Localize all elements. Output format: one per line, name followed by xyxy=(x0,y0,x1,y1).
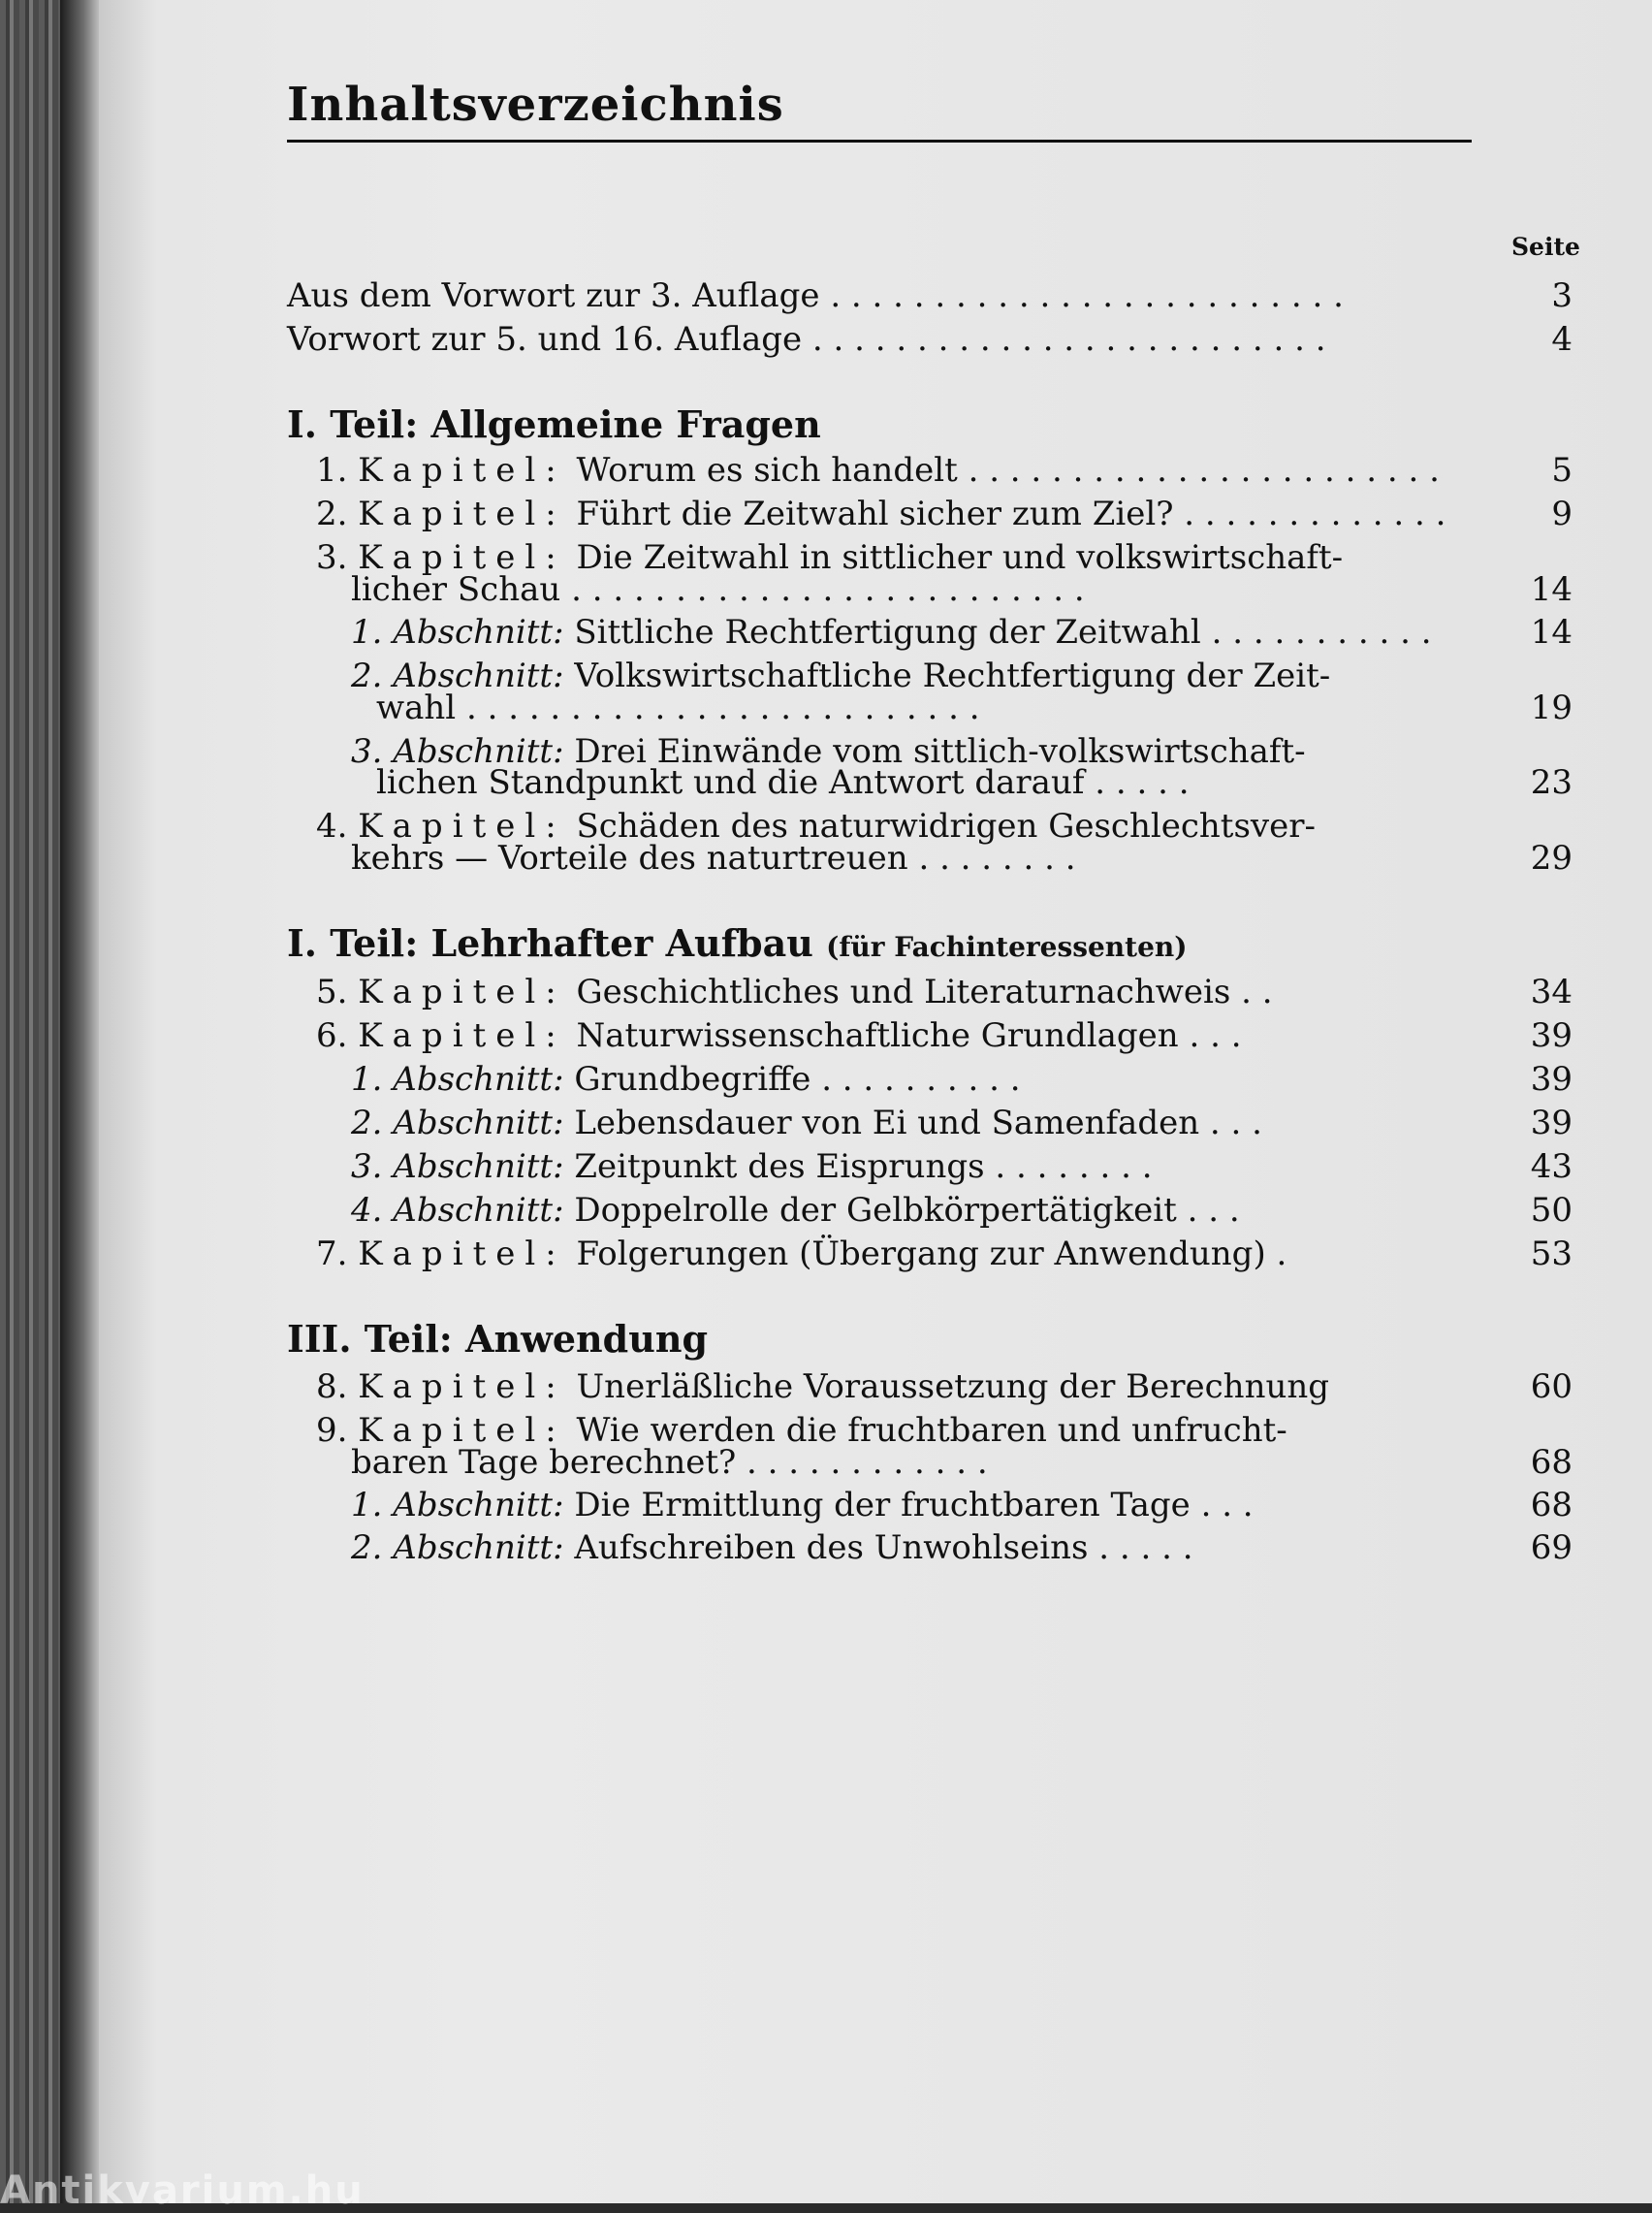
page-number: 39 xyxy=(1530,1060,1573,1099)
page-number: 34 xyxy=(1530,973,1573,1011)
page-number: 23 xyxy=(1530,763,1573,802)
toc-subentry: 1. Abschnitt: Grundbegriffe . . . . . . . . . . xyxy=(351,1060,1021,1099)
toc-entry: 9. Kapitel: Wie werden die fruchtbaren und unfrucht- xyxy=(316,1411,1287,1450)
toc-entry: 5. Kapitel: Geschichtliches und Literaturnachweis . . xyxy=(316,973,1273,1011)
page-number: 14 xyxy=(1530,613,1573,652)
toc-entry: 7. Kapitel: Folgerungen (Übergang zur Anwendung) . xyxy=(316,1235,1287,1273)
toc-subentry: 1. Abschnitt: Die Ermittlung der fruchtbaren Tage . . . xyxy=(351,1486,1254,1524)
toc-entry: 4. Kapitel: Schäden des naturwidrigen Geschlechtsver- xyxy=(316,807,1316,846)
page-number: 9 xyxy=(1551,495,1573,533)
toc-entry: Vorwort zur 5. und 16. Auflage . . . . . . . . . . . . . . . . . . . . . . . . . xyxy=(287,320,1326,359)
page-number: 14 xyxy=(1530,570,1573,609)
page-number: 50 xyxy=(1530,1191,1573,1230)
page-number: 53 xyxy=(1530,1235,1573,1273)
toc-entry-continuation: baren Tage berechnet? . . . . . . . . . . . . xyxy=(351,1443,988,1482)
toc-entry: 8. Kapitel: Unerläßliche Voraussetzung der Berechnung xyxy=(316,1367,1330,1406)
table-of-contents xyxy=(287,78,1580,1567)
toc-subentry: 3. Abschnitt: Drei Einwände vom sittlich-volkswirtschaft- xyxy=(351,732,1306,771)
page-number: 39 xyxy=(1530,1104,1573,1142)
part-heading: III. Teil: Anwendung xyxy=(287,1317,709,1361)
toc-entry-continuation: lichen Standpunkt und die Antwort darauf . . . . . xyxy=(376,763,1190,802)
page-gutter xyxy=(60,0,99,2203)
page-number: 19 xyxy=(1530,689,1573,727)
page-number: 3 xyxy=(1551,276,1573,315)
page-number: 43 xyxy=(1530,1147,1573,1186)
toc-subentry: 2. Abschnitt: Lebensdauer von Ei und Samenfaden . . . xyxy=(351,1104,1262,1142)
toc-subentry: 1. Abschnitt: Sittliche Rechtfertigung der Zeitwahl . . . . . . . . . . . xyxy=(351,613,1432,652)
toc-subentry: 2. Abschnitt: Aufschreiben des Unwohlseins . . . . . xyxy=(351,1528,1193,1567)
part-heading: I. Teil: Lehrhafter Aufbau (für Fachinteressenten) xyxy=(287,921,1188,965)
toc-entry: 1. Kapitel: Worum es sich handelt . . . . . . . . . . . . . . . . . . . . . . . xyxy=(316,451,1440,490)
toc-entry: 2. Kapitel: Führt die Zeitwahl sicher zum Ziel? . . . . . . . . . . . . . xyxy=(316,495,1446,533)
toc-subentry: 2. Abschnitt: Volkswirtschaftliche Rechtfertigung der Zeit- xyxy=(351,657,1331,695)
page-number: 68 xyxy=(1530,1443,1573,1482)
toc-subentry: 3. Abschnitt: Zeitpunkt des Eisprungs . . . . . . . . xyxy=(351,1147,1153,1186)
page-number: 5 xyxy=(1551,451,1573,490)
watermark: Antikvarium.hu xyxy=(0,2168,365,2213)
book-spine xyxy=(0,0,60,2203)
toc-entry-continuation: wahl . . . . . . . . . . . . . . . . . . . . . . . . . xyxy=(376,689,980,727)
toc-entry-continuation: kehrs — Vorteile des naturtreuen . . . . . . . . xyxy=(351,839,1076,878)
toc-entry: Aus dem Vorwort zur 3. Auflage . . . . . . . . . . . . . . . . . . . . . . . . . xyxy=(287,276,1344,315)
page-column-header: Seite xyxy=(1511,233,1580,261)
page-title: Inhaltsverzeichnis xyxy=(287,78,1472,143)
toc-entry-continuation: licher Schau . . . . . . . . . . . . . . . . . . . . . . . . . xyxy=(351,570,1085,609)
toc-entry: 6. Kapitel: Naturwissenschaftliche Grundlagen . . . xyxy=(316,1016,1242,1055)
page-number: 29 xyxy=(1530,839,1573,878)
page-number: 4 xyxy=(1551,320,1573,359)
page-number: 39 xyxy=(1530,1016,1573,1055)
page-number: 69 xyxy=(1530,1528,1573,1567)
toc-subentry: 4. Abschnitt: Doppelrolle der Gelbkörpertätigkeit . . . xyxy=(351,1191,1240,1230)
page-number: 68 xyxy=(1530,1486,1573,1524)
part-heading: I. Teil: Allgemeine Fragen xyxy=(287,402,821,446)
page-number: 60 xyxy=(1530,1367,1573,1406)
toc-entry: 3. Kapitel: Die Zeitwahl in sittlicher und volkswirtschaft- xyxy=(316,538,1344,577)
